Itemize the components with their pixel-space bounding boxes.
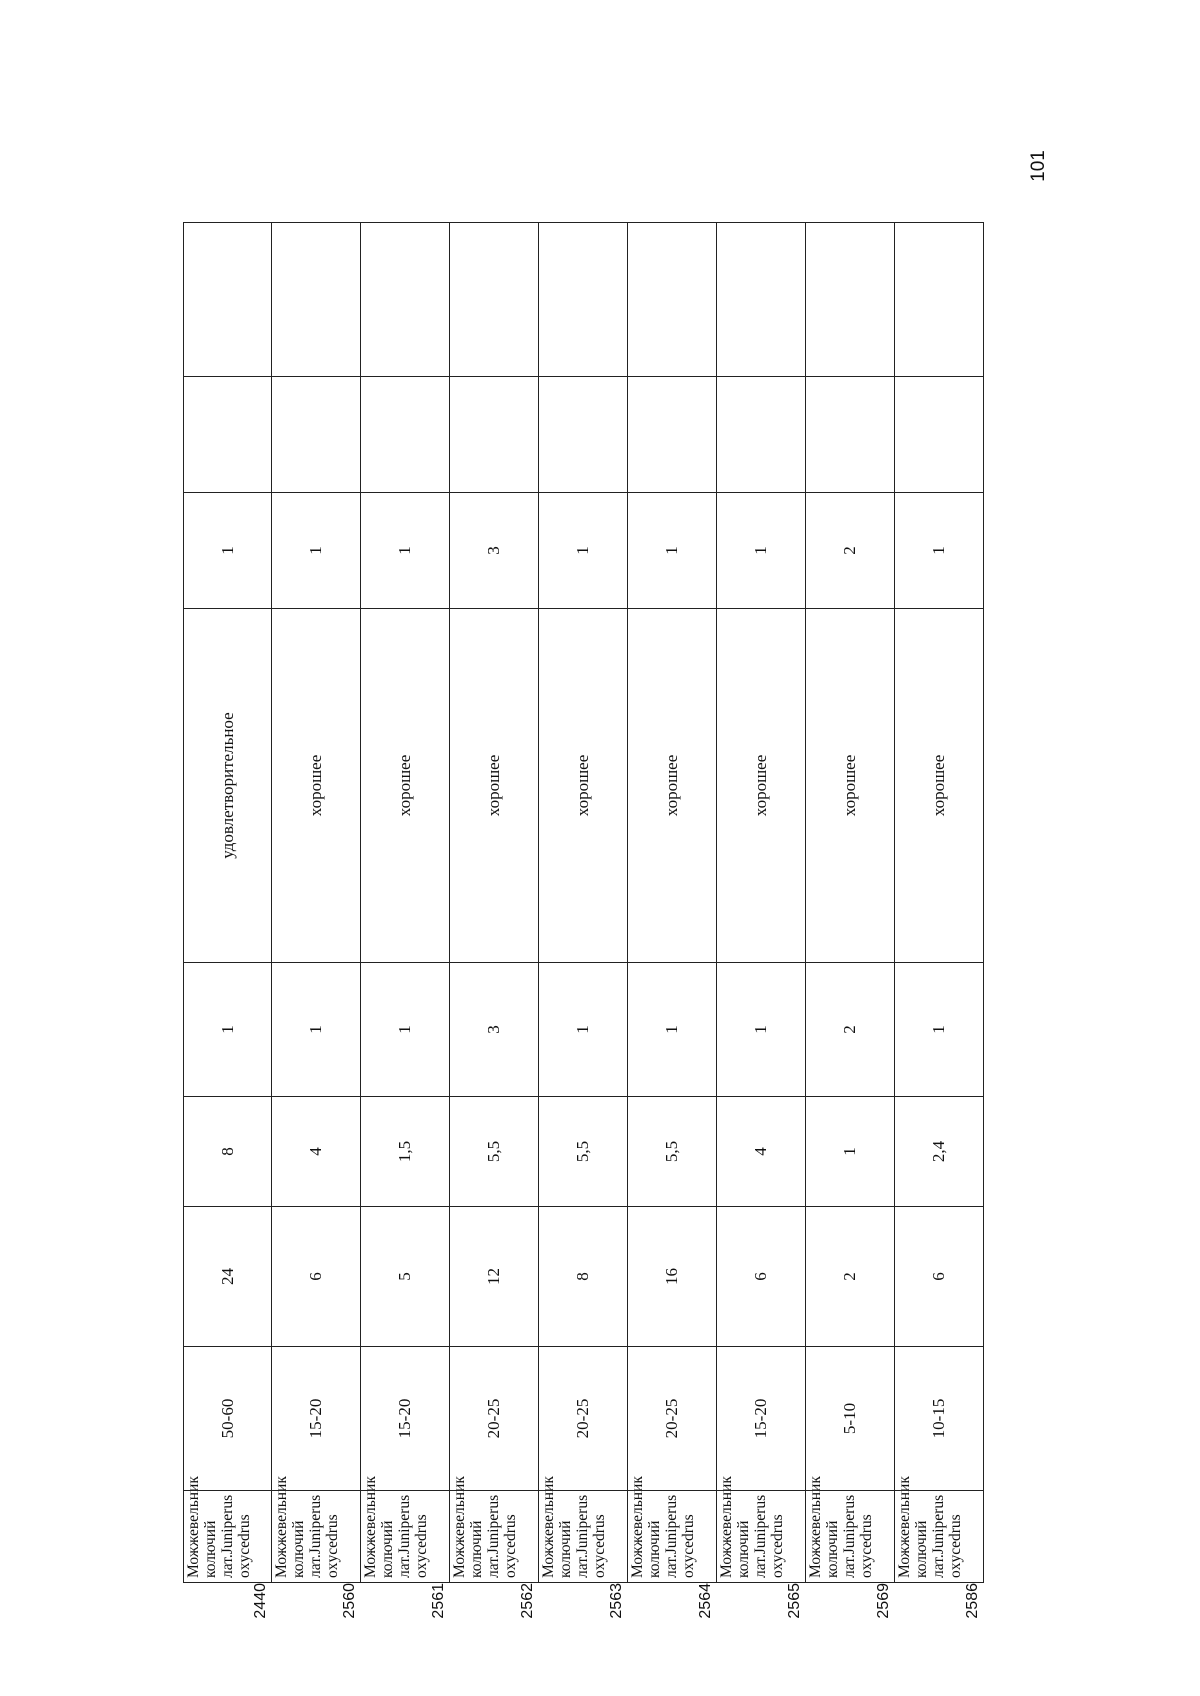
species-cell: Можжевельник колючий лат.Juniperus oxycedrus	[183, 1491, 272, 1583]
species-cell: Можжевельник колючий лат.Juniperus oxycedrus	[450, 1491, 539, 1583]
species-cell: Можжевельник колючий лат.Juniperus oxycedrus	[361, 1491, 450, 1583]
extra-cell	[539, 377, 628, 493]
condition-cell: удовлетворительное	[183, 609, 272, 963]
table-row	[539, 222, 628, 1619]
condition-cell: хорошее	[628, 609, 717, 963]
table-row	[361, 222, 450, 1619]
condition-cell: хорошее	[361, 609, 450, 963]
species-cell: Можжевельник колючий лат.Juniperus oxycedrus	[539, 1491, 628, 1583]
diameter-cell: 20-25	[539, 1347, 628, 1491]
diameter-cell: 10-15	[895, 1347, 984, 1491]
extra-cell	[450, 377, 539, 493]
table-row	[895, 222, 984, 1619]
crown-cell: 1,5	[361, 1097, 450, 1207]
diameter-cell: 5-10	[806, 1347, 895, 1491]
diameter-cell: 50-60	[183, 1347, 272, 1491]
species-cell: Можжевельник колючий лат.Juniperus oxycedrus	[717, 1491, 806, 1583]
species-cell: Можжевельник колючий лат.Juniperus oxycedrus	[628, 1491, 717, 1583]
count-cell: 2	[806, 963, 895, 1097]
height-cell: 2	[806, 1207, 895, 1347]
height-cell: 6	[717, 1207, 806, 1347]
row-id: 2561	[430, 1583, 447, 1619]
crown-cell: 4	[272, 1097, 361, 1207]
count2-cell: 1	[272, 493, 361, 609]
count2-cell: 1	[183, 493, 272, 609]
table-row	[717, 222, 806, 1619]
count2-cell: 1	[895, 493, 984, 609]
height-cell: 24	[183, 1207, 272, 1347]
species-cell: Можжевельник колючий лат.Juniperus oxycedrus	[272, 1491, 361, 1583]
crown-cell: 1	[806, 1097, 895, 1207]
count2-cell: 1	[717, 493, 806, 609]
extra-cell	[895, 222, 984, 377]
crown-cell: 2,4	[895, 1097, 984, 1207]
row-id: 2562	[519, 1583, 536, 1619]
extra-cell	[450, 222, 539, 377]
count2-cell: 2	[806, 493, 895, 609]
count2-cell: 1	[628, 493, 717, 609]
count-cell: 3	[450, 963, 539, 1097]
count2-cell: 1	[539, 493, 628, 609]
species-cell: Можжевельник колючий лат.Juniperus oxycedrus	[806, 1491, 895, 1583]
page-number: 101	[1028, 150, 1049, 182]
condition-cell: хорошее	[539, 609, 628, 963]
count2-cell: 1	[361, 493, 450, 609]
condition-cell: хорошее	[895, 609, 984, 963]
crown-cell: 5,5	[539, 1097, 628, 1207]
extra-cell	[361, 222, 450, 377]
extra-cell	[539, 222, 628, 377]
crown-cell: 5,5	[450, 1097, 539, 1207]
row-id: 2563	[608, 1583, 625, 1619]
count-cell: 1	[628, 963, 717, 1097]
height-cell: 5	[361, 1207, 450, 1347]
extra-cell	[717, 377, 806, 493]
diameter-cell: 15-20	[717, 1347, 806, 1491]
extra-cell	[628, 222, 717, 377]
count-cell: 1	[183, 963, 272, 1097]
extra-cell	[806, 377, 895, 493]
height-cell: 12	[450, 1207, 539, 1347]
extra-cell	[272, 222, 361, 377]
crown-cell: 5,5	[628, 1097, 717, 1207]
extra-cell	[895, 377, 984, 493]
diameter-cell: 20-25	[450, 1347, 539, 1491]
height-cell: 6	[895, 1207, 984, 1347]
row-id: 2560	[341, 1583, 358, 1619]
height-cell: 8	[539, 1207, 628, 1347]
tree-inventory-table	[183, 222, 1003, 1619]
extra-cell	[272, 377, 361, 493]
condition-cell: хорошее	[272, 609, 361, 963]
row-id: 2565	[786, 1583, 803, 1619]
extra-cell	[183, 377, 272, 493]
count-cell: 1	[895, 963, 984, 1097]
extra-cell	[717, 222, 806, 377]
diameter-cell: 15-20	[361, 1347, 450, 1491]
row-id: 2440	[252, 1583, 269, 1619]
height-cell: 6	[272, 1207, 361, 1347]
crown-cell: 4	[717, 1097, 806, 1207]
diameter-cell: 15-20	[272, 1347, 361, 1491]
condition-cell: хорошее	[450, 609, 539, 963]
crown-cell: 8	[183, 1097, 272, 1207]
diameter-cell: 20-25	[628, 1347, 717, 1491]
table-row	[628, 222, 717, 1619]
condition-cell: хорошее	[717, 609, 806, 963]
condition-cell: хорошее	[806, 609, 895, 963]
row-id: 2564	[697, 1583, 714, 1619]
count-cell: 1	[717, 963, 806, 1097]
count-cell: 1	[361, 963, 450, 1097]
count2-cell: 3	[450, 493, 539, 609]
table-row	[806, 222, 895, 1619]
height-cell: 16	[628, 1207, 717, 1347]
count-cell: 1	[272, 963, 361, 1097]
species-cell: Можжевельник колючий лат.Juniperus oxycedrus	[895, 1491, 984, 1583]
extra-cell	[806, 222, 895, 377]
table-row	[272, 222, 361, 1619]
table-row	[450, 222, 539, 1619]
extra-cell	[361, 377, 450, 493]
count-cell: 1	[539, 963, 628, 1097]
row-id: 2569	[875, 1583, 892, 1619]
extra-cell	[183, 222, 272, 377]
row-id: 2586	[964, 1583, 981, 1619]
extra-cell	[628, 377, 717, 493]
table-row	[183, 222, 272, 1619]
